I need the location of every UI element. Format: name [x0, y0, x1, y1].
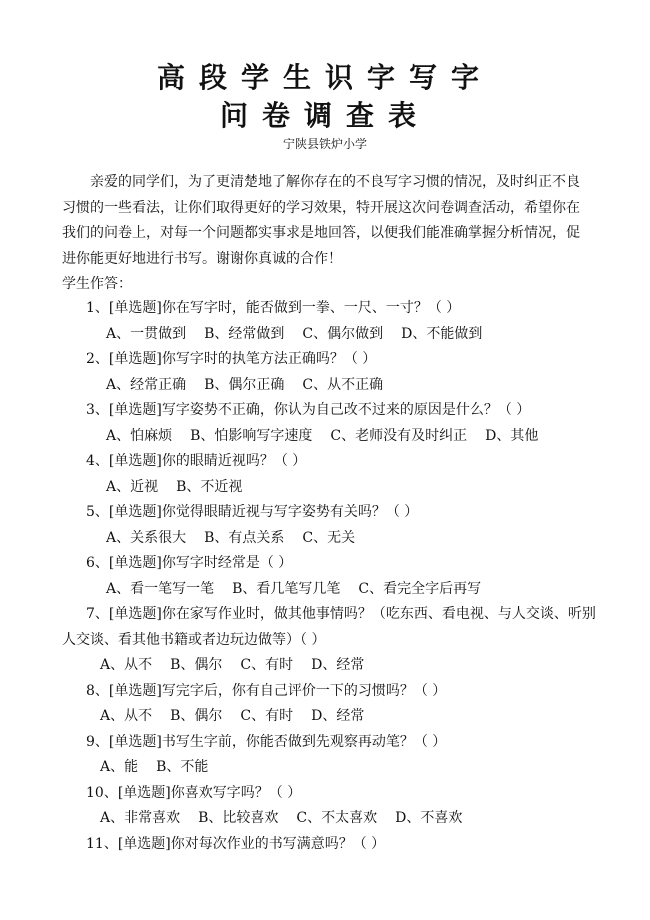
option-b[interactable]: B、偶尔	[170, 657, 223, 673]
intro-paragraph	[62, 170, 592, 272]
option-c[interactable]: C、偶尔做到	[302, 325, 384, 342]
question-2: 2、[单选题]你写字时的执笔方法正确吗？（ ）	[86, 351, 377, 367]
title-line-1: 高段学生识字写字	[156, 61, 493, 94]
option-a[interactable]: A、从不	[100, 657, 153, 673]
school-name: 宁陕县铁炉小学	[282, 137, 367, 151]
option-a[interactable]: A、能	[100, 759, 139, 775]
option-c[interactable]: C、有时	[240, 708, 294, 724]
option-a[interactable]: A、经常正确	[106, 376, 187, 393]
question-2-options	[62, 373, 602, 399]
option-d[interactable]: D、其他	[485, 427, 539, 444]
option-c[interactable]: C、不太喜欢	[296, 810, 378, 826]
option-b[interactable]: B、看几笔写几笔	[232, 580, 341, 597]
option-c[interactable]: C、有时	[240, 657, 294, 673]
option-d[interactable]: D、经常	[311, 657, 365, 673]
question-6: 6、[单选题]你写字时经常是（ ）	[86, 555, 293, 571]
option-a[interactable]: A、近视	[106, 478, 159, 495]
option-a[interactable]: A、关系很大	[106, 529, 187, 546]
option-c[interactable]: C、看完全字后再写	[358, 580, 482, 597]
option-b[interactable]: B、怕影响写字速度	[190, 427, 313, 444]
question-10-options	[62, 806, 602, 832]
question-7-options	[62, 653, 602, 679]
option-d[interactable]: D、不能做到	[401, 325, 483, 342]
intro-text: 亲爱的同学们，为了更清楚地了解你存在的不良写字习惯的情况，及时纠正不良习惯的一些看法，让你们取得更好的学习效果，特开展这次问卷调查活动，希望你在我们的问卷上，对每一个问题都实事求是地回答，以便我们能准确掌握分析情况，促进你能更好地进行书写。谢谢你真诚的合作！	[62, 174, 580, 267]
question-4-options	[62, 475, 602, 501]
question-8-options	[62, 704, 602, 730]
option-b[interactable]: B、偶尔	[170, 708, 223, 724]
question-7: 7、[单选题]你在家写作业时，做其他事情吗？（吃东西、看电视、与人交谈、听别人交谈、看其他书籍或者边玩边做等）（ ）	[62, 606, 596, 648]
question-3: 3、[单选题]写字姿势不正确，你认为自己改不过来的原因是什么？（ ）	[86, 402, 531, 418]
question-5: 5、[单选题]你觉得眼睛近视与写字姿势有关吗？（ ）	[86, 504, 419, 520]
option-b[interactable]: B、不能	[156, 759, 209, 775]
question-10: 10、[单选题]你喜欢写字吗？（ ）	[86, 784, 302, 801]
question-9-options	[62, 755, 602, 781]
option-a[interactable]: A、一贯做到	[106, 325, 187, 342]
option-b[interactable]: B、不近视	[176, 478, 243, 495]
option-a[interactable]: A、从不	[100, 708, 153, 724]
option-b[interactable]: B、比较喜欢	[198, 810, 279, 826]
option-a[interactable]: A、看一笔写一笔	[106, 580, 215, 597]
question-list	[62, 296, 602, 857]
option-b[interactable]: B、偶尔正确	[204, 376, 285, 393]
question-3-options	[62, 424, 602, 450]
option-b[interactable]: B、经常做到	[204, 325, 285, 342]
question-9: 9、[单选题]书写生字前，你能否做到先观察再动笔？（ ）	[86, 733, 447, 750]
question-4: 4、[单选题]你的眼睛近视吗？（ ）	[86, 453, 307, 469]
option-b[interactable]: B、有点关系	[204, 529, 285, 546]
option-a[interactable]: A、怕麻烦	[106, 427, 173, 444]
question-11: 11、[单选题]你对每次作业的书写满意吗？（ ）	[86, 835, 386, 852]
question-1: 1、[单选题]你在写字时，能否做到一拳、一尺、一寸？（ ）	[86, 300, 461, 316]
question-5-options	[62, 526, 602, 552]
option-d[interactable]: D、不喜欢	[395, 810, 463, 826]
answer-label: 学生作答：	[62, 276, 132, 292]
option-c[interactable]: C、老师没有及时纠正	[330, 427, 468, 444]
question-6-options	[62, 577, 602, 603]
option-c[interactable]: C、从不正确	[302, 376, 384, 393]
option-c[interactable]: C、无关	[302, 529, 356, 546]
question-1-options	[62, 322, 602, 348]
title-line-2: 问卷调查表	[219, 99, 430, 132]
question-8: 8、[单选题]写完字后，你有自己评价一下的习惯吗？（ ）	[86, 682, 447, 699]
option-d[interactable]: D、经常	[311, 708, 365, 724]
option-a[interactable]: A、非常喜欢	[100, 810, 181, 826]
